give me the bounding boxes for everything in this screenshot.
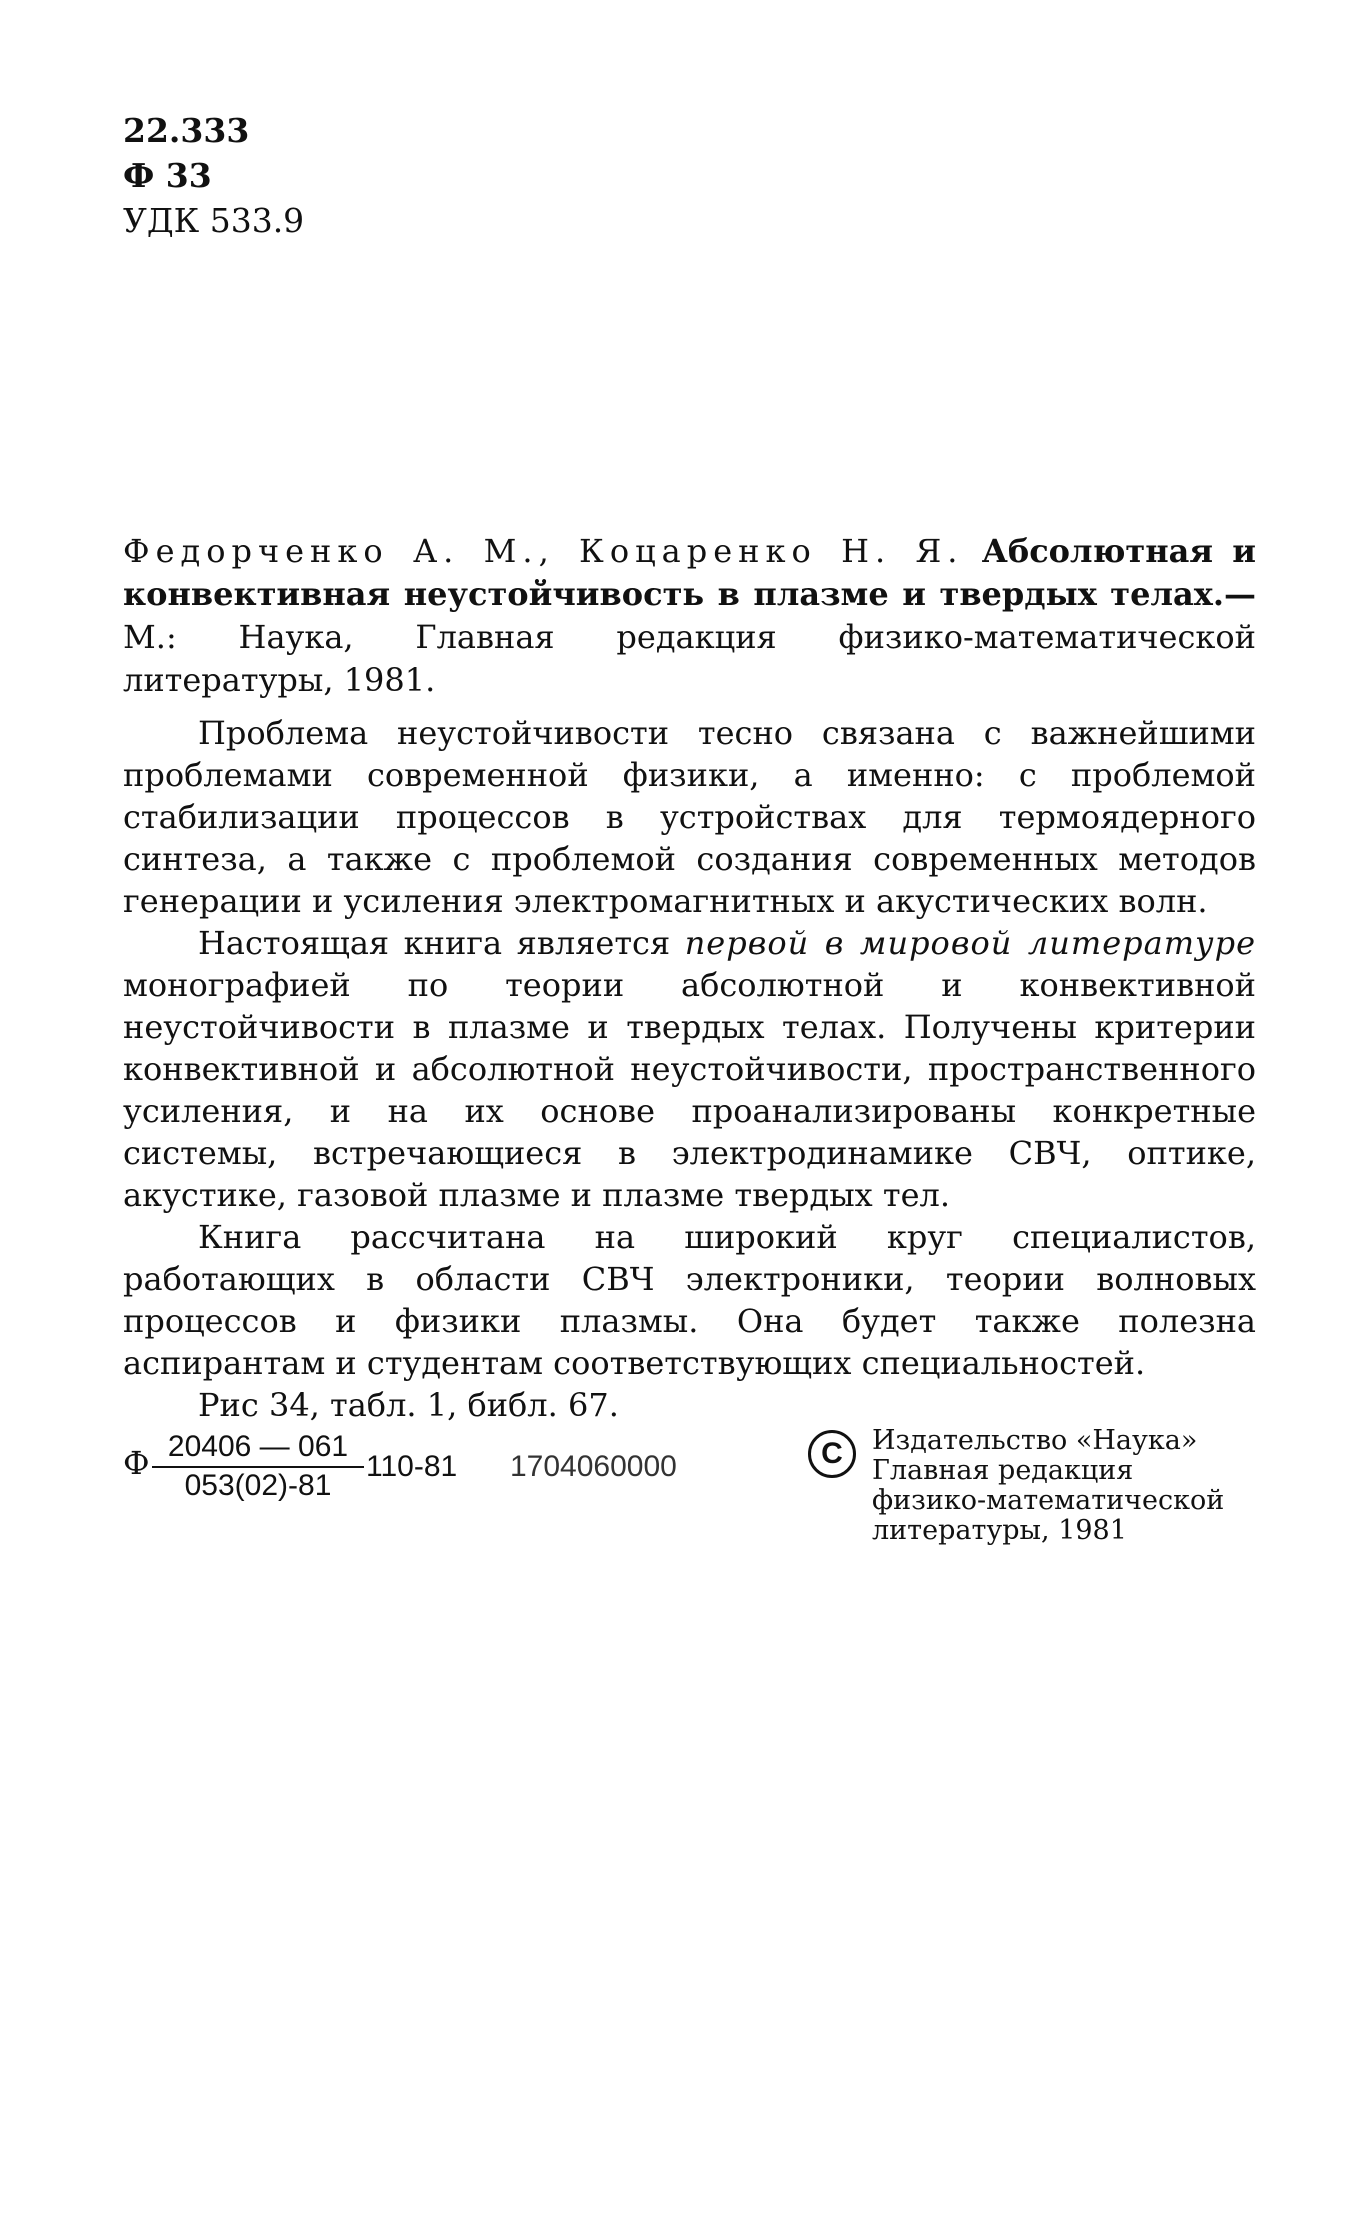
publisher-block [872,1426,1224,1546]
bibliographic-citation [123,530,1256,702]
fraction-numerator: 20406 — 061 [152,1430,364,1468]
annotation-p2-end: монографией по теории абсолютной и конвективной неустойчивости в плазме и твердых телах. Получены критерии конвективной и абсолютной неустойчивости, пространственного усиления, и на их основе проанализированы конкретные системы, встречающиеся в электродинамике СВЧ, оптике, акустике, газовой плазме и плазме твердых тел. [123,966,1256,1214]
imprint-footer [0,1425,1364,1570]
publisher-line-3: физико-математической [872,1485,1225,1516]
publishing-code-number: 1704060000 [510,1450,677,1483]
copyright-icon: C [808,1430,856,1478]
annotation-paragraph-2 [123,922,1256,1216]
annotation-paragraph-1: Проблема неустойчивости тесно связана с важнейшими проблемами современной физики, а именно: с проблемой стабилизации процессов в устройствах для термоядерного синтеза, а также с проблемой создания современных методов генерации и усиления электромагнитных и акустических волн. [123,714,1256,920]
annotation [123,712,1256,1426]
citation-authors: Федорченко А. М., Коцаренко Н. Я. [123,532,964,570]
citation-title: Абсолютная и конвективная неустойчивость в плазме и твердых телах.— [123,532,1257,613]
classification-block [123,108,304,243]
annotation-p2-start: Настоящая книга является [198,924,671,962]
annotation-paragraph-3: Книга рассчитана на широкий круг специалистов, работающих в области СВЧ электроники, теории волновых процессов и физики плазмы. Она будет также полезна аспирантам и студентам соответствующих специальностей. [123,1218,1256,1382]
publisher-line-2: Главная редакция [872,1455,1134,1486]
publisher-line-1: Издательство «Наука» [872,1425,1198,1456]
bbk-index: 22.333 [123,111,250,150]
publisher-line-4: литературы, 1981 [872,1515,1127,1546]
fraction-denominator: 053(02)-81 [184,1469,332,1502]
citation-imprint: М.: Наука, Главная редакция физико-математической литературы, 1981. [123,618,1256,699]
author-mark: Ф 33 [123,156,212,195]
udk-index: УДК 533.9 [123,201,305,240]
publishing-code-prefix: Ф [123,1444,150,1482]
annotation-p2-emphasis: первой в мировой литературе [684,924,1257,962]
publishing-code-suffix: 110-81 [366,1450,458,1483]
publishing-code-fraction [152,1430,364,1504]
annotation-stats: Рис 34, табл. 1, библ. 67. [198,1386,619,1424]
